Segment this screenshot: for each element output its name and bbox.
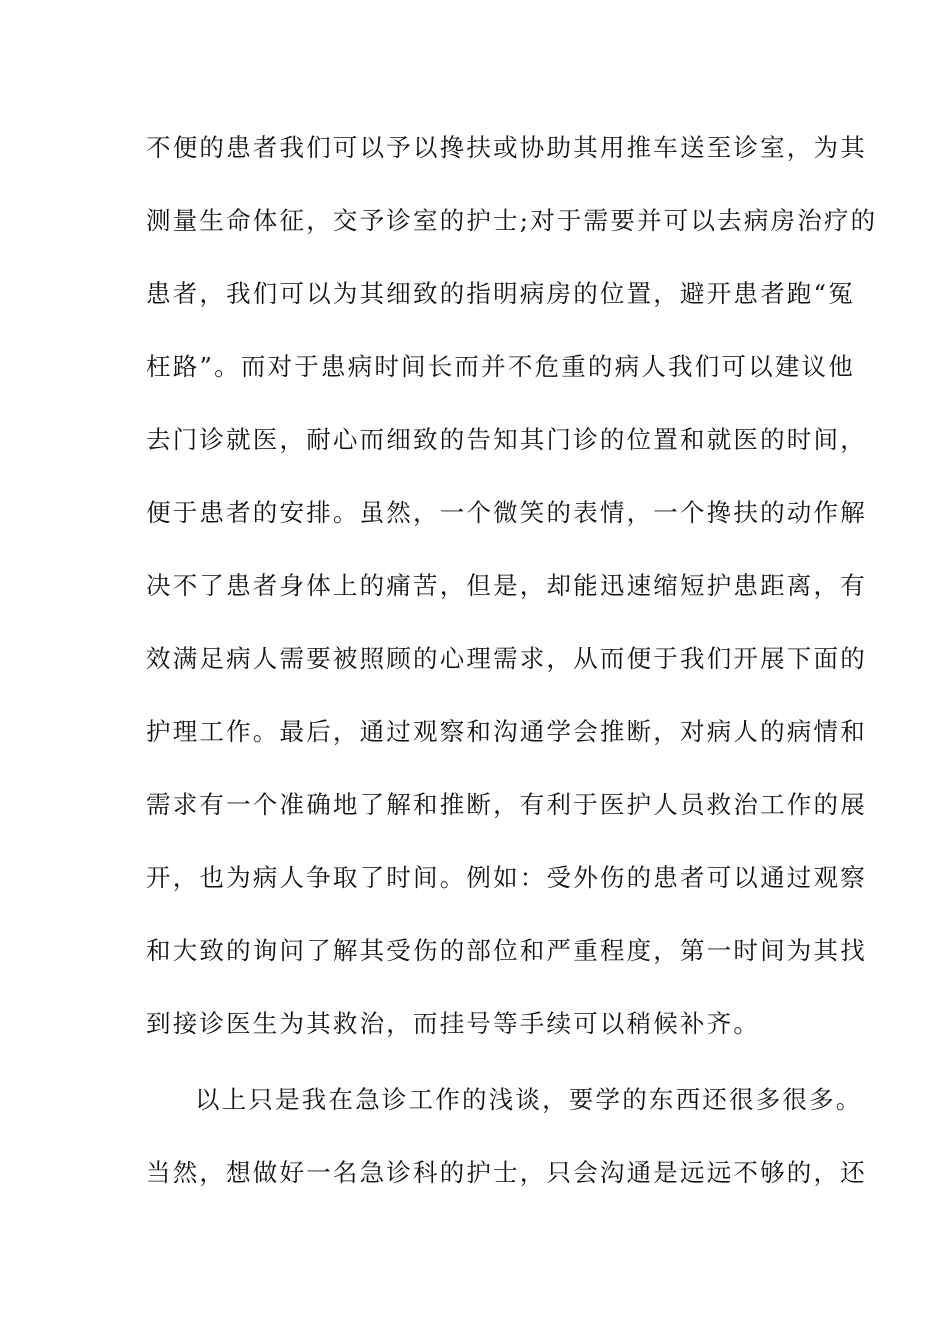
text-line: 到接诊医生为其救治，而挂号等手续可以稍候补齐。: [146, 1009, 761, 1038]
text-line: 当然，想做好一名急诊科的护士，只会沟通是远远不够的，还: [146, 1158, 867, 1187]
text-line: 去门诊就医，耐心而细致的告知其门诊的位置和就医的时间，: [146, 425, 867, 454]
text-line: 不便的患者我们可以予以搀扶或协助其用推车送至诊室，为其: [146, 133, 867, 162]
text-line: 枉路”。而对于患病时间长而并不危重的病人我们可以建议他: [146, 352, 855, 381]
text-line: 开，也为病人争取了时间。例如：受外伤的患者可以通过观察: [146, 863, 867, 892]
text-line: 需求有一个准确地了解和推断，有利于医护人员救治工作的展: [146, 790, 867, 819]
text-line: 测量生命体征，交予诊室的护士;对于需要并可以去病房治疗的: [146, 206, 878, 235]
text-line: 效满足病人需要被照顾的心理需求，从而便于我们开展下面的: [146, 644, 867, 673]
text-line: 患者，我们可以为其细致的指明病房的位置，避开患者跑“冤: [146, 279, 855, 308]
paragraph-first-line: 以上只是我在急诊工作的浅谈，要学的东西还很多很多。: [195, 1085, 863, 1114]
text-line: 护理工作。最后，通过观察和沟通学会推断，对病人的病情和: [146, 717, 867, 746]
text-line: 决不了患者身体上的痛苦，但是，却能迅速缩短护患距离，有: [146, 571, 867, 600]
text-line: 和大致的询问了解其受伤的部位和严重程度，第一时间为其找: [146, 936, 867, 965]
text-line: 便于患者的安排。虽然，一个微笑的表情，一个搀扶的动作解: [146, 498, 867, 527]
